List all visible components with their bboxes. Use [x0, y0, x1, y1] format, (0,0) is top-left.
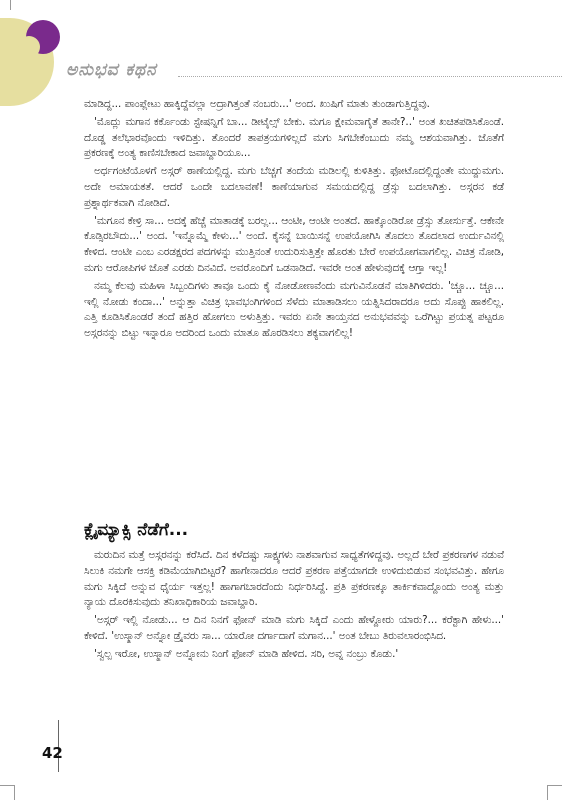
paragraph-6: ಮರುದಿನ ಮತ್ತೆ ಅಸ್ಗರನನ್ನು ಕರೆಸಿದೆ. ದಿನ ಕಳೆದಷ್ಟು ಸಾಕ್ಷ್ಯಗಳು ನಾಶವಾಗುವ ಸಾಧ್ಯತೆಗಳಿದ್ದವು. ಅಲ್ಲದೆ ಬೇರೆ ಪ್ರಕರಣಗಳ ನಡುವೆ ಸಿಲುಕಿ ನಮಗೇ ಆಸಕ್ತಿ ಕಡಿಮೆಯಾಗಿಬಿಟ್ಟರೆ? ಹಾಗೇನಾದರೂ ಆದರೆ ಪ್ರಕರಣ ಪತ್ತೆಯಾಗದೇ ಉಳಿದುಬಿಡುವ ಸಂಭವವಿತ್ತು. ಹೇಗೂ ಮಗು ಸಿಕ್ಕಿದೆ ಅನ್ನುವ ಧೈರ್ಯ ಇತ್ತಲ್ಲ! ಹಾಗಾಗಬಾರದೆಂದು ನಿರ್ಧರಿಸಿದ್ದೆ. ಪ್ರತಿ ಪ್ರಕರಣಕ್ಕೂ ತಾರ್ಕಿಕವಾದ್ದೊಂದು ಅಂತ್ಯ ಮತ್ತು ನ್ಯಾಯ ದೊರಕಿಸುವುದು ತನಿಖಾಧಿಕಾರಿಯ ಜವಾಬ್ದಾರಿ.: [84, 549, 504, 609]
paragraph-2: 'ಮೊದ್ಲು ಮಗಾನ ಕರ್ಕೊಂಡು ಸ್ಟೇಷನ್ನಿಗೆ ಬಾ... ಡೀಟೈಲ್ಸ್ ಬೇಕು. ಮಗೂ ಕ್ಷೇಮವಾಗೈತೆ ತಾನೇ?..' ಅಂತ ಖಚಿತಪಡಿಸಿಕೊಂಡೆ. ದೊಡ್ಡ ತಲೆಭಾರವೊಂದು ಇಳಿದಿತ್ತು. ತೊಂದರೆ ತಾಪತ್ರಯಗಳಿಲ್ಲದೆ ಮಗು ಸಿಗಬೇಕೆಂಬುದು ನಮ್ಮ ಆಶಯವಾಗಿತ್ತು. ಜೊತೆಗೆ ಪ್ರಕರಣಕ್ಕೆ ಅಂತ್ಯ ಕಾಣಿಸಬೇಕಾದ ಜವಾಬ್ದಾರಿಯೂ...: [84, 115, 504, 160]
header-decoration-purple: [26, 20, 60, 54]
header-dotted-rule: [178, 76, 562, 77]
crop-mark-top-left: [0, 0, 11, 10]
paragraph-4: 'ಮಗೂನ ಕೇಳ್ರಿ ಸಾ... ಅದಕ್ಕೆ ಹೆಚ್ಚೆ ಮಾತಾಡಕ್ಕೆ ಬರಲ್ಲ... ಆಂಟೀ, ಆಂಟೀ ಅಂತದೆ. ಹಾಕ್ಕೊಂಡಿರೋ ಡ್ರೆಸ್ಸು ತೋರ್ಸುತ್ತೆ. ಆಕೇನೇ ಕೊಡ್ಸಿರಬೌದು...' ಅಂದ. 'ಇನ್ನೊಮ್ಮೆ ಕೇಳು...' ಅಂದೆ. ಕೈಸನ್ನೆ ಬಾಯಿಸನ್ನೆ ಉಪಯೋಗಿಸಿ ತೊದಲು ತೊದಲಾದ ಉರ್ದುವಿನಲ್ಲಿ ಕೇಳಿದ. ಆಂಟೀ ಎಂಬ ಎರಡಕ್ಷರದ ಪದಗಳನ್ನು ಮುತ್ತಿನಂತೆ ಉದುರಿಸುತ್ತಿತ್ತೇ ಹೊರತು ಬೇರೆ ಉಪಯೋಗವಾಗಲಿಲ್ಲ. ವಿಚಿತ್ರ ನೋಡಿ, ಮಗು ಆರೋಪಿಗಳ ಜೊತೆ ಎರಡು ದಿನವಿದೆ. ಅವರೊಂದಿಗೆ ಒಡನಾಡಿದೆ. ಇವರೇ ಅಂತ ಹೇಳುವುದಕ್ಕೆ ಆಗ್ತಾ ಇಲ್ಲ!: [84, 214, 504, 274]
crop-mark-bottom-right: [547, 785, 562, 800]
page-number: 42: [42, 744, 63, 762]
paragraph-7: 'ಅಸ್ಗರ್ ಇಲ್ಲಿ ನೋಡು... ಆ ದಿನ ನಿನಗೆ ಫೋನ್ ಮಾಡಿ ಮಗು ಸಿಕ್ಕಿದೆ ಎಂದು ಹೇಳ್ದೋರು ಯಾರು?... ಕರೆಕ್ಟಾಗಿ ಹೇಳು...' ಕೇಳಿದೆ. 'ಉಸ್ಮಾನ್ ಅನ್ನೋ ಡ್ರೈವರು ಸಾ... ಯಾರೋ ದರ್ಗಾದಾಗೆ ಮಗಾನ...' ಅಂತ ಬೇಬು ತಿರುವಲಾರಂಭಿಸಿದ.: [84, 614, 504, 642]
section-header-title: ಅನುಭವ ಕಥನ: [66, 60, 157, 80]
article-body-bottom: [84, 548, 504, 665]
section-heading: ಕ್ಲೈಮ್ಯಾಕ್ಸಿ ನೆಡೆಗೆ...: [84, 520, 189, 540]
paragraph-1: ಮಾಡಿದ್ದ... ಪಾಂಪ್ಲೇಟು ಹಾಕ್ಕಿದ್ದೆವಲ್ಲಾ ಅದ್ರಾಗಿತ್ತಂತೆ ನಂಬರು...' ಅಂದ. ಖುಷಿಗೆ ಮಾತು ತುಂಡಾಗುತ್ತಿದ್ದವು.: [84, 98, 430, 110]
paragraph-8: 'ಸ್ವಲ್ಪ ಇರೋ, ಉಸ್ಮಾನ್ ಅನ್ನೋನು ನಿಂಗೆ ಫೋನ್ ಮಾಡಿ ಹೇಳಿದ. ಸರಿ, ಅವ್ನ ನಂಬ್ರು ಕೊಡು.': [94, 647, 399, 660]
article-body-top: [84, 97, 504, 344]
paragraph-5: ನಮ್ಮ ಕೆಲವು ಮಹಿಳಾ ಸಿಬ್ಬಂದಿಗಳು ತಾವೂ ಒಂದು ಕೈ ನೋಡೋಣವೆಂದು ಮಗುವಿನೊಡನೆ ಮಾತಿಗಿಳಿದರು. 'ಚ್ಚೂ... ಚ್ಚೂ... ಇಲ್ಲಿ ನೋಡು ಕಂದಾ...' ಅನ್ನುತ್ತಾ ವಿಚಿತ್ರ ಭಾವಭಂಗಿಗಳಿಂದ ಸೆಳೆದು ಮಾತಾಡಿಸಲು ಯತ್ನಿಸಿದರಾದರೂ ಅದು ಸೊಪ್ಪು ಹಾಕಲಿಲ್ಲ. ಎತ್ತಿ ಕೂಡಿಸಿಕೊಂಡರೆ ತಂದೆ ಹತ್ತಿರ ಹೋಗಲು ಅಳುತ್ತಿತ್ತು. ಇವರು ಏನೇ ತಾಯ್ತನದ ಅನುಭವವನ್ನು ಒರೆಗಿಟ್ಟು ಪ್ರಯತ್ನ ಪಟ್ಟರೂ ಅಸ್ಗರನನ್ನು ಬಿಟ್ಟು ಇನ್ನಾರೂ ಅದರಿಂದ ಒಂದು ಮಾತೂ ಹೊರಡಿಸಲು ಶಕ್ಯವಾಗಲಿಲ್ಲ!: [84, 279, 504, 340]
paragraph-3: ಅರ್ಧಗಂಟೆಯೊಳಗೆ ಅಸ್ಗರ್ ಠಾಣೆಯಲ್ಲಿದ್ದ. ಮಗು ಬೆಚ್ಚಗೆ ತಂದೆಯ ಮಡಿಲಲ್ಲಿ ಕುಳಿತಿತ್ತು. ಫೋಟೊದಲ್ಲಿದ್ದಂತೇ ಮುದ್ದುಮಗು. ಅದೇ ಅಮಾಯಕತೆ. ಆದರೆ ಒಂದೇ ಬದಲಾವಣೆ! ಕಾಣೆಯಾಗುವ ಸಮಯದಲ್ಲಿದ್ದ ಡ್ರೆಸ್ಸು ಬದಲಾಗಿತ್ತು. ಅಸ್ಗರನ ಕಡೆ ಪ್ರಶ್ನಾರ್ಥಕವಾಗಿ ನೋಡಿದೆ.: [84, 165, 504, 209]
crop-mark-bottom-left: [0, 785, 15, 800]
